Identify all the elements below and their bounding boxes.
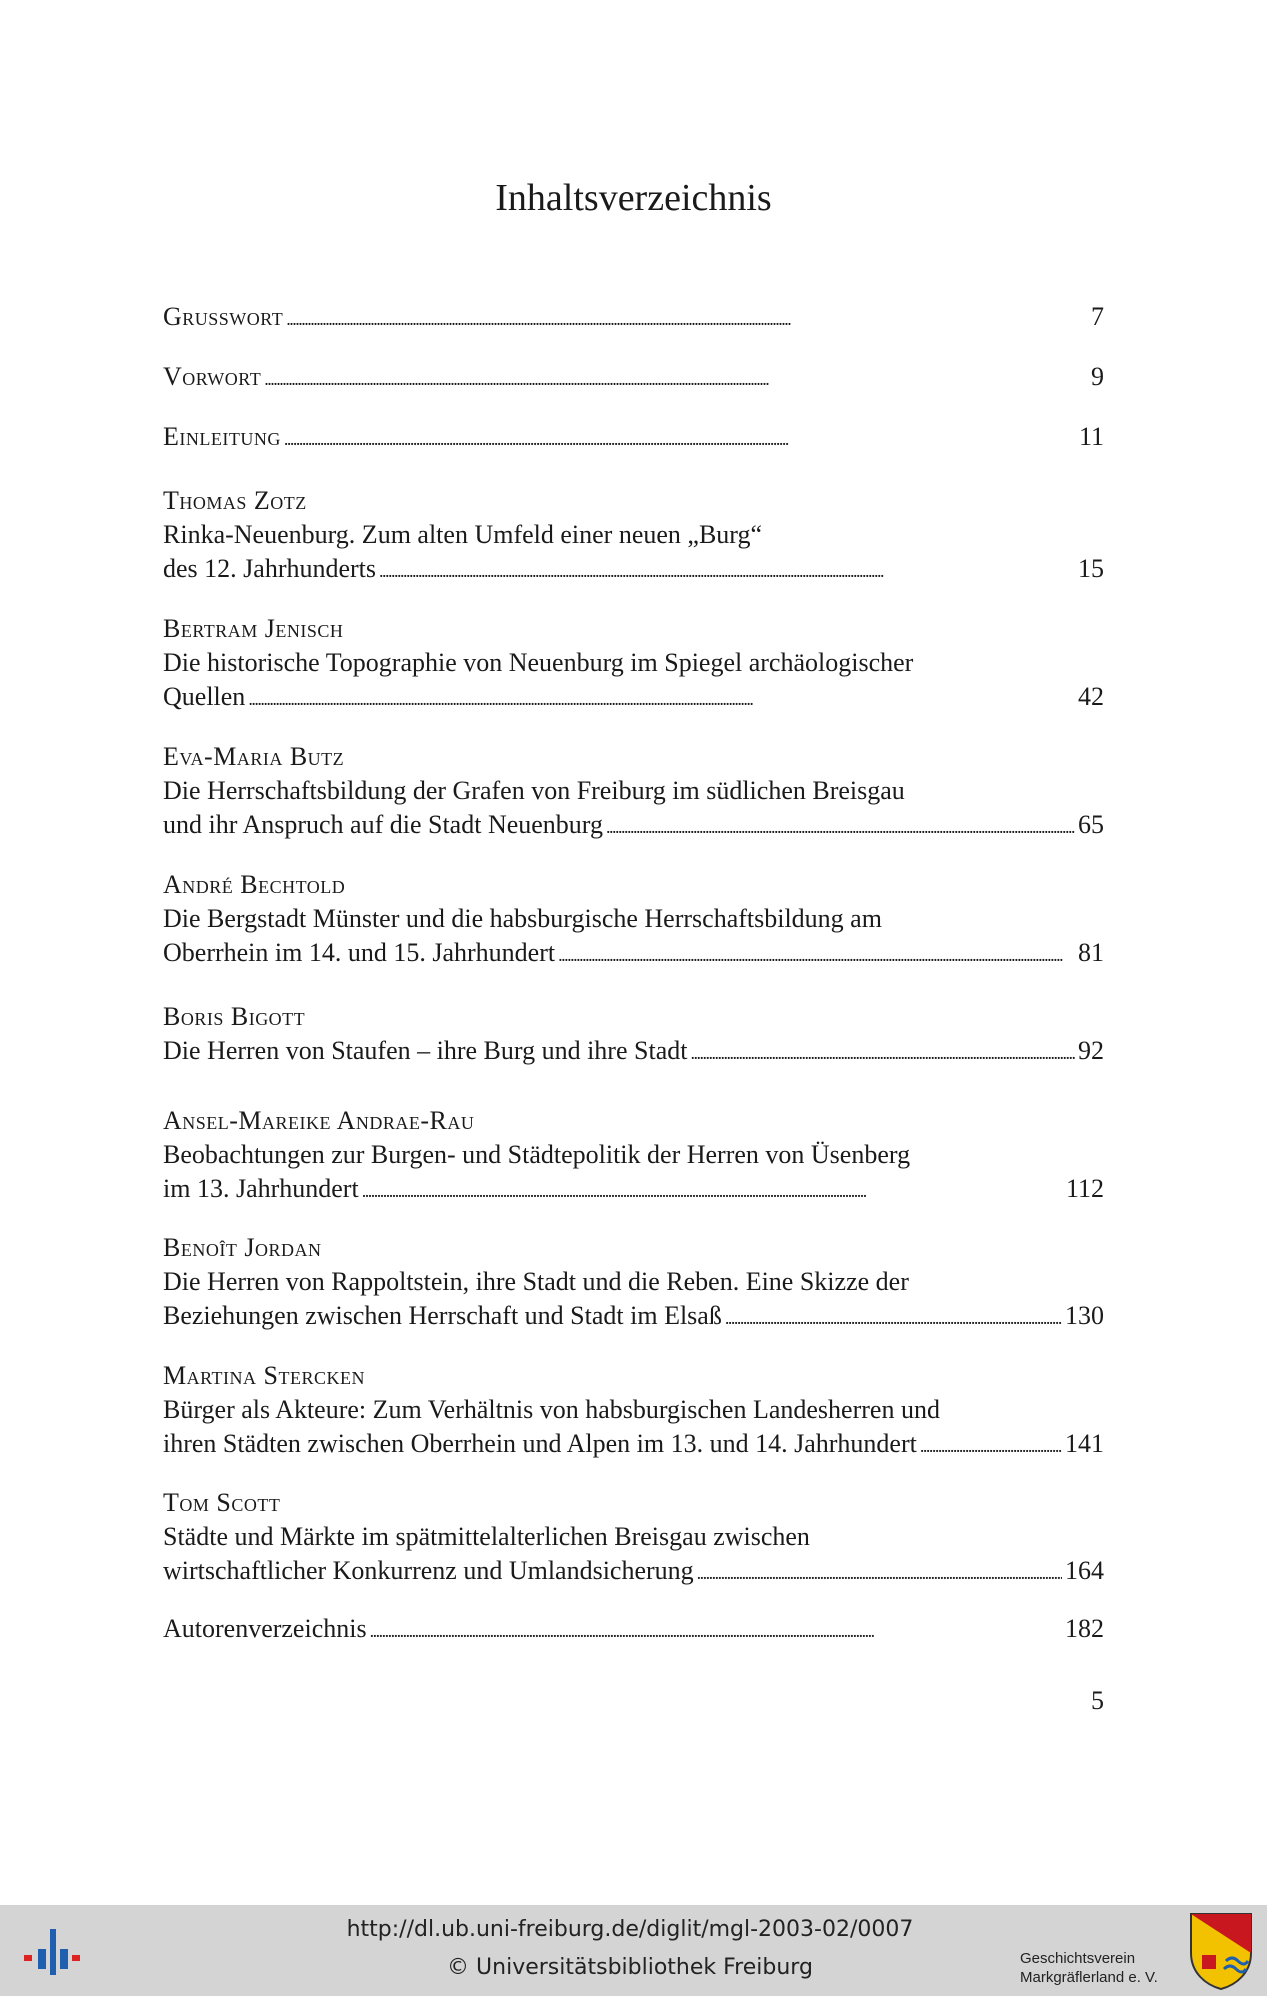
dot-leader xyxy=(370,1612,1062,1648)
society-name-line1: Geschichtsverein xyxy=(1020,1950,1136,1967)
society-name xyxy=(1020,1949,1158,1987)
entry-author: Tom Scott xyxy=(163,1488,281,1517)
entry-leader-row xyxy=(163,552,1104,588)
coat-of-arms-icon xyxy=(1188,1911,1254,1991)
footer-url-link[interactable]: http://dl.ub.uni-freiburg.de/diglit/mgl-2003-02/0007 xyxy=(346,1917,914,1942)
entry-author: Eva-Maria Butz xyxy=(163,742,345,771)
entry-leader-row xyxy=(163,1172,1104,1208)
entry-title-last-line: und ihr Anspruch auf die Stadt Neuenburg xyxy=(163,810,603,839)
entry-page-number: 42 xyxy=(1078,682,1104,711)
dot-leader xyxy=(362,1172,1063,1208)
entry-title-line: Bürger als Akteure: Zum Verhältnis von habsburgischen Landesherren und xyxy=(163,1395,940,1424)
entry-title-last-line: des 12. Jahrhunderts xyxy=(163,554,377,583)
entry-page-number: 164 xyxy=(1065,1556,1104,1585)
dot-leader xyxy=(264,360,1088,396)
entry-title-last-line: im 13. Jahrhundert xyxy=(163,1174,359,1203)
entry-title-line: Die Herrschaftsbildung der Grafen von Freiburg im südlichen Breisgau xyxy=(163,776,905,805)
entry-page-number: 9 xyxy=(1091,362,1104,391)
toc-entry xyxy=(163,1612,1104,1648)
entry-leader-row xyxy=(163,936,1104,972)
dot-leader xyxy=(284,420,1076,456)
society-name-line2: Markgräflerland e. V. xyxy=(1020,1969,1158,1986)
toc-entry xyxy=(163,1000,1104,1070)
entry-title-line: Die historische Topographie von Neuenburg im Spiegel archäologischer xyxy=(163,648,914,677)
page-title: Inhaltsverzeichnis xyxy=(495,177,772,219)
entry-page-number: 92 xyxy=(1078,1036,1104,1065)
entry-page-number: 141 xyxy=(1065,1429,1104,1458)
entry-author: André Bechtold xyxy=(163,870,346,899)
ub-freiburg-logo-icon xyxy=(22,1925,82,1977)
entry-leader-row xyxy=(163,1554,1104,1590)
dot-leader xyxy=(606,808,1075,844)
toc-entry xyxy=(163,868,1104,972)
dot-leader xyxy=(286,300,1088,336)
entry-title-last-line: Grusswort xyxy=(163,302,284,331)
entry-author: Martina Stercken xyxy=(163,1361,365,1390)
dot-leader xyxy=(920,1427,1062,1463)
entry-title-last-line: Autorenverzeichnis xyxy=(163,1614,367,1643)
entry-page-number: 81 xyxy=(1078,938,1104,967)
entry-title-line: Die Bergstadt Münster und die habsburgische Herrschaftsbildung am xyxy=(163,904,882,933)
dot-leader xyxy=(379,552,1075,588)
entry-leader-row xyxy=(163,300,1104,336)
entry-title-last-line: ihren Städten zwischen Oberrhein und Alpen im 13. und 14. Jahrhundert xyxy=(163,1429,917,1458)
toc-entry xyxy=(163,484,1104,588)
entry-leader-row xyxy=(163,680,1104,716)
entry-page-number: 112 xyxy=(1065,1174,1104,1203)
entry-page-number: 65 xyxy=(1078,810,1104,839)
dot-leader xyxy=(690,1034,1075,1070)
entry-page-number: 7 xyxy=(1091,302,1104,331)
entry-title-last-line: Oberrhein im 14. und 15. Jahrhundert xyxy=(163,938,556,967)
entry-leader-row xyxy=(163,1427,1104,1463)
entry-title-last-line: Einleitung xyxy=(163,422,281,451)
toc-entry xyxy=(163,420,1104,456)
page-number: 5 xyxy=(1091,1686,1104,1715)
footer-copyright: © Universitätsbibliothek Freiburg xyxy=(447,1955,813,1980)
toc-entry xyxy=(163,300,1104,336)
entry-author: Ansel-Mareike Andrae-Rau xyxy=(163,1106,475,1135)
toc-entry xyxy=(163,740,1104,844)
entry-page-number: 11 xyxy=(1078,422,1104,451)
entry-title-last-line: Die Herren von Staufen – ihre Burg und ihre Stadt xyxy=(163,1036,688,1065)
entry-title-line: Die Herren von Rappoltstein, ihre Stadt und die Reben. Eine Skizze der xyxy=(163,1267,909,1296)
entry-title-line: Rinka-Neuenburg. Zum alten Umfeld einer neuen „Burg“ xyxy=(163,520,763,549)
entry-leader-row xyxy=(163,1034,1104,1070)
entry-author: Boris Bigott xyxy=(163,1002,306,1031)
dot-leader xyxy=(558,936,1075,972)
dot-leader xyxy=(725,1299,1062,1335)
dot-leader xyxy=(248,680,1075,716)
entry-leader-row xyxy=(163,1612,1104,1648)
entry-title-last-line: Beziehungen zwischen Herrschaft und Stadt im Elsaß xyxy=(163,1301,722,1330)
entry-author: Benoît Jordan xyxy=(163,1233,322,1262)
entry-title-last-line: Vorwort xyxy=(163,362,262,391)
entry-page-number: 130 xyxy=(1065,1301,1104,1330)
toc-entry xyxy=(163,1486,1104,1590)
toc-entry xyxy=(163,1104,1104,1208)
dot-leader xyxy=(697,1554,1062,1590)
entry-title-line: Städte und Märkte im spätmittelalterlichen Breisgau zwischen xyxy=(163,1522,810,1551)
footer-bar xyxy=(0,1905,1267,1996)
entry-author: Thomas Zotz xyxy=(163,486,307,515)
entry-leader-row xyxy=(163,808,1104,844)
toc-entry xyxy=(163,612,1104,716)
entry-title-line: Beobachtungen zur Burgen- und Städtepolitik der Herren von Üsenberg xyxy=(163,1140,911,1169)
entry-page-number: 182 xyxy=(1065,1614,1104,1643)
entry-leader-row xyxy=(163,360,1104,396)
entry-leader-row xyxy=(163,420,1104,456)
entry-author: Bertram Jenisch xyxy=(163,614,344,643)
toc-entry xyxy=(163,1231,1104,1335)
entry-leader-row xyxy=(163,1299,1104,1335)
toc-entry xyxy=(163,1359,1104,1463)
toc-entry xyxy=(163,360,1104,396)
entry-title-last-line: Quellen xyxy=(163,682,246,711)
entry-title-last-line: wirtschaftlicher Konkurrenz und Umlandsicherung xyxy=(163,1556,694,1585)
entry-page-number: 15 xyxy=(1078,554,1104,583)
